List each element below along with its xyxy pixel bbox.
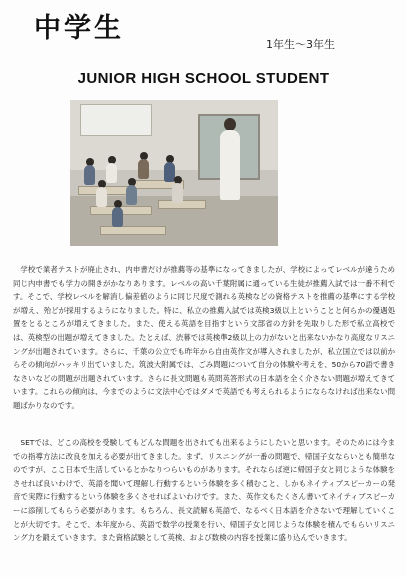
english-heading: JUNIOR HIGH SCHOOL STUDENT <box>77 70 330 87</box>
classroom-photo <box>70 100 278 246</box>
student <box>112 207 123 227</box>
grade-range: 1年生～3年生 <box>266 38 335 51</box>
page-title: 中学生 <box>34 13 124 44</box>
body-paragraph-1: 学校で業者テストが廃止され、内申書だけが推薦等の基準になってきましたが、学校によってレベルが違うため同じ内申書でも学力の開きがかなりあります。レベルの高い千葉附属に通っている生徒が推薦入試では一番不利です。そこで、学校レベルを解消し偏差値のように同じ尺度で測れる英検などの資格テストを推薦の基準にする学校が増え、殆どが採用するようになりました。特に、私立の推薦入試では英検3級以上ということと何らかの優遇処置をとるところが増えてきました。また、使える英語を目指すという文部省の方針を先取りした形で私立高校では、英検型の出題が増えてきました。たとえば、渋幕では英検準2級以上の力がないと出来ないかなり高度なリスニングが出題されています。さらに、千葉の公立でも昨年から自由英作文が導入されましたが、私立国立では以前からその傾向がハッキリ出ていました。筑波大附属では、ごみ問題について自分の体験や考えを、50から70語で書きなさいなどの問題が出題されています。さらに長文問題も英問英答形式の日本語を全く介さない問題が増えてきています。これらの傾向は、今までのように文法中心ではダメで英語でも考えられるようにならなければ出来ない問題ばかりなのです。 <box>13 265 395 410</box>
student <box>96 187 107 207</box>
photo-window <box>80 104 152 136</box>
student <box>84 165 95 185</box>
student <box>172 183 183 203</box>
photo-desk <box>100 226 166 235</box>
teacher <box>220 130 240 200</box>
student <box>106 163 117 183</box>
body-paragraph-2: SETでは、どこの高校を受験してもどんな問題を出されても出来るようにしたいと思います。そのためには今までの指導方法に改良を加える必要が出てきました。まず、リスニングが一番の問題で、帰国子女ならいとも簡単なのですが、ここ日本で生活しているとかなりつらいものがあります。それならば逆に帰国子女と同じような体験をさせれば良いわけで、英語を聞いて理解し行動するという体験を多く積むこと、しかもネイティブスピーカーの発音で実際に行動するという体験を多くさせればよいわけです。また、英作文もたくさん書いてネイティブスピーカーに添削してもらう必要があります。もちろん、長文読解も英語で、なるべく日本語を介さないで理解していくことが大切です。そこで、本年度から、英語で数学の授業を行い、帰国子女と同じような体験を積んでもらいリスニング力を鍛えていきます。また資格試験として英検、および数検の内容を授業に盛り込んでいきます。 <box>13 438 395 543</box>
student <box>126 185 137 205</box>
student <box>138 159 149 179</box>
